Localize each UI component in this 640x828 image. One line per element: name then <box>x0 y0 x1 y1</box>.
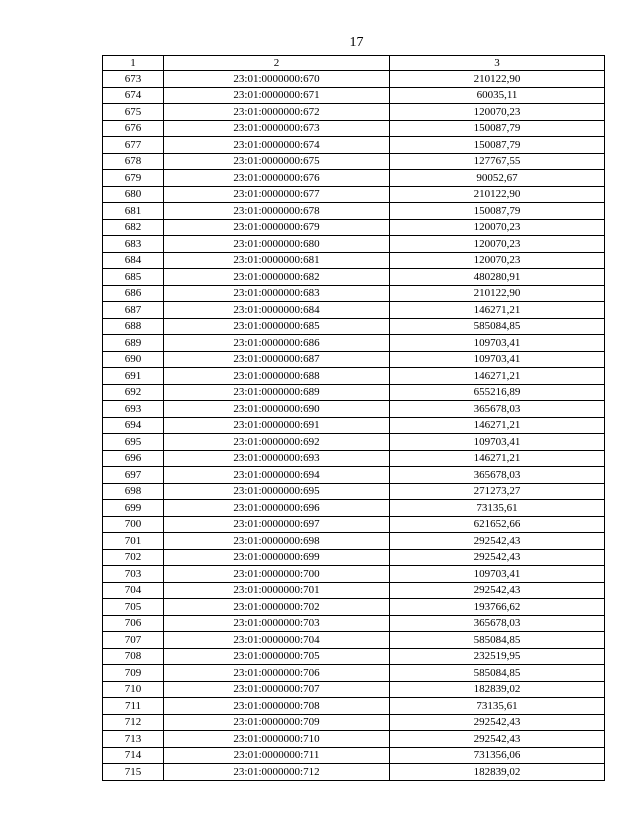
value-cell: 182839,02 <box>390 764 605 781</box>
table-row <box>103 186 605 203</box>
table-row <box>103 566 605 583</box>
parcel-table <box>102 55 605 781</box>
value-cell: 210122,90 <box>390 186 605 203</box>
table-row <box>103 632 605 649</box>
cadastral-number-cell: 23:01:0000000:681 <box>164 252 390 269</box>
row-number-cell: 712 <box>103 714 164 731</box>
value-cell: 292542,43 <box>390 549 605 566</box>
row-number-cell: 700 <box>103 516 164 533</box>
column-header-value: 3 <box>390 56 605 71</box>
table-row <box>103 203 605 220</box>
header-row <box>103 56 605 71</box>
row-number-cell: 681 <box>103 203 164 220</box>
table-row <box>103 219 605 236</box>
value-cell: 73135,61 <box>390 698 605 715</box>
cadastral-number-cell: 23:01:0000000:694 <box>164 467 390 484</box>
table-row <box>103 549 605 566</box>
value-cell: 585084,85 <box>390 318 605 335</box>
cadastral-number-cell: 23:01:0000000:678 <box>164 203 390 220</box>
table-row <box>103 153 605 170</box>
table-row <box>103 582 605 599</box>
cadastral-number-cell: 23:01:0000000:697 <box>164 516 390 533</box>
row-number-cell: 689 <box>103 335 164 352</box>
cadastral-number-cell: 23:01:0000000:692 <box>164 434 390 451</box>
row-number-cell: 705 <box>103 599 164 616</box>
table-row <box>103 467 605 484</box>
table-row <box>103 384 605 401</box>
table-row <box>103 434 605 451</box>
row-number-cell: 699 <box>103 500 164 517</box>
value-cell: 109703,41 <box>390 566 605 583</box>
value-cell: 480280,91 <box>390 269 605 286</box>
value-cell: 365678,03 <box>390 467 605 484</box>
row-number-cell: 685 <box>103 269 164 286</box>
cadastral-number-cell: 23:01:0000000:682 <box>164 269 390 286</box>
value-cell: 292542,43 <box>390 714 605 731</box>
value-cell: 146271,21 <box>390 368 605 385</box>
row-number-cell: 703 <box>103 566 164 583</box>
cadastral-number-cell: 23:01:0000000:674 <box>164 137 390 154</box>
row-number-cell: 680 <box>103 186 164 203</box>
cadastral-number-cell: 23:01:0000000:670 <box>164 71 390 88</box>
row-number-cell: 677 <box>103 137 164 154</box>
row-number-cell: 702 <box>103 549 164 566</box>
row-number-cell: 709 <box>103 665 164 682</box>
cadastral-number-cell: 23:01:0000000:707 <box>164 681 390 698</box>
row-number-cell: 679 <box>103 170 164 187</box>
row-number-cell: 706 <box>103 615 164 632</box>
value-cell: 120070,23 <box>390 104 605 121</box>
value-cell: 655216,89 <box>390 384 605 401</box>
value-cell: 193766,62 <box>390 599 605 616</box>
row-number-cell: 697 <box>103 467 164 484</box>
table-row <box>103 318 605 335</box>
cadastral-number-cell: 23:01:0000000:688 <box>164 368 390 385</box>
row-number-cell: 696 <box>103 450 164 467</box>
cadastral-number-cell: 23:01:0000000:677 <box>164 186 390 203</box>
row-number-cell: 686 <box>103 285 164 302</box>
row-number-cell: 693 <box>103 401 164 418</box>
table-row <box>103 764 605 781</box>
row-number-cell: 711 <box>103 698 164 715</box>
cadastral-number-cell: 23:01:0000000:700 <box>164 566 390 583</box>
value-cell: 621652,66 <box>390 516 605 533</box>
table-row <box>103 648 605 665</box>
cadastral-number-cell: 23:01:0000000:683 <box>164 285 390 302</box>
value-cell: 292542,43 <box>390 731 605 748</box>
row-number-cell: 690 <box>103 351 164 368</box>
column-header-cadastral-number: 2 <box>164 56 390 71</box>
table-row <box>103 450 605 467</box>
table-row <box>103 71 605 88</box>
value-cell: 109703,41 <box>390 335 605 352</box>
cadastral-number-cell: 23:01:0000000:689 <box>164 384 390 401</box>
value-cell: 109703,41 <box>390 351 605 368</box>
table-row <box>103 747 605 764</box>
cadastral-number-cell: 23:01:0000000:671 <box>164 87 390 104</box>
table-row <box>103 137 605 154</box>
column-header-number: 1 <box>103 56 164 71</box>
cadastral-number-cell: 23:01:0000000:684 <box>164 302 390 319</box>
table-row <box>103 335 605 352</box>
value-cell: 365678,03 <box>390 401 605 418</box>
page-number: 17 <box>349 35 364 50</box>
cadastral-number-cell: 23:01:0000000:704 <box>164 632 390 649</box>
cadastral-number-cell: 23:01:0000000:676 <box>164 170 390 187</box>
table-row <box>103 500 605 517</box>
row-number-cell: 698 <box>103 483 164 500</box>
value-cell: 731356,06 <box>390 747 605 764</box>
value-cell: 120070,23 <box>390 236 605 253</box>
row-number-cell: 691 <box>103 368 164 385</box>
table-row <box>103 236 605 253</box>
cadastral-number-cell: 23:01:0000000:690 <box>164 401 390 418</box>
row-number-cell: 684 <box>103 252 164 269</box>
table-row <box>103 599 605 616</box>
table-row <box>103 483 605 500</box>
row-number-cell: 675 <box>103 104 164 121</box>
value-cell: 60035,11 <box>390 87 605 104</box>
row-number-cell: 695 <box>103 434 164 451</box>
row-number-cell: 710 <box>103 681 164 698</box>
table-row <box>103 615 605 632</box>
cadastral-number-cell: 23:01:0000000:698 <box>164 533 390 550</box>
value-cell: 182839,02 <box>390 681 605 698</box>
table-row <box>103 401 605 418</box>
cadastral-number-cell: 23:01:0000000:712 <box>164 764 390 781</box>
cadastral-number-cell: 23:01:0000000:706 <box>164 665 390 682</box>
cadastral-number-cell: 23:01:0000000:685 <box>164 318 390 335</box>
cadastral-number-cell: 23:01:0000000:687 <box>164 351 390 368</box>
cadastral-number-cell: 23:01:0000000:701 <box>164 582 390 599</box>
cadastral-number-cell: 23:01:0000000:710 <box>164 731 390 748</box>
row-number-cell: 701 <box>103 533 164 550</box>
row-number-cell: 713 <box>103 731 164 748</box>
row-number-cell: 708 <box>103 648 164 665</box>
value-cell: 90052,67 <box>390 170 605 187</box>
cadastral-number-cell: 23:01:0000000:686 <box>164 335 390 352</box>
table-row <box>103 302 605 319</box>
cadastral-number-cell: 23:01:0000000:711 <box>164 747 390 764</box>
row-number-cell: 678 <box>103 153 164 170</box>
value-cell: 271273,27 <box>390 483 605 500</box>
table-row <box>103 120 605 137</box>
cadastral-number-cell: 23:01:0000000:696 <box>164 500 390 517</box>
table-row <box>103 368 605 385</box>
table-row <box>103 269 605 286</box>
table-row <box>103 533 605 550</box>
cadastral-number-cell: 23:01:0000000:693 <box>164 450 390 467</box>
value-cell: 210122,90 <box>390 71 605 88</box>
cadastral-number-cell: 23:01:0000000:705 <box>164 648 390 665</box>
cadastral-number-cell: 23:01:0000000:709 <box>164 714 390 731</box>
cadastral-number-cell: 23:01:0000000:699 <box>164 549 390 566</box>
cadastral-number-cell: 23:01:0000000:672 <box>164 104 390 121</box>
row-number-cell: 673 <box>103 71 164 88</box>
cadastral-number-cell: 23:01:0000000:703 <box>164 615 390 632</box>
cadastral-number-cell: 23:01:0000000:695 <box>164 483 390 500</box>
row-number-cell: 692 <box>103 384 164 401</box>
table-row <box>103 252 605 269</box>
value-cell: 585084,85 <box>390 632 605 649</box>
value-cell: 210122,90 <box>390 285 605 302</box>
row-number-cell: 714 <box>103 747 164 764</box>
table-row <box>103 351 605 368</box>
row-number-cell: 687 <box>103 302 164 319</box>
row-number-cell: 707 <box>103 632 164 649</box>
value-cell: 150087,79 <box>390 120 605 137</box>
row-number-cell: 694 <box>103 417 164 434</box>
table-row <box>103 285 605 302</box>
row-number-cell: 674 <box>103 87 164 104</box>
cadastral-number-cell: 23:01:0000000:708 <box>164 698 390 715</box>
row-number-cell: 715 <box>103 764 164 781</box>
value-cell: 120070,23 <box>390 252 605 269</box>
table-row <box>103 87 605 104</box>
table-row <box>103 731 605 748</box>
cadastral-number-cell: 23:01:0000000:675 <box>164 153 390 170</box>
cadastral-number-cell: 23:01:0000000:679 <box>164 219 390 236</box>
table-row <box>103 698 605 715</box>
cadastral-number-cell: 23:01:0000000:673 <box>164 120 390 137</box>
value-cell: 585084,85 <box>390 665 605 682</box>
row-number-cell: 688 <box>103 318 164 335</box>
table-row <box>103 665 605 682</box>
table-row <box>103 681 605 698</box>
table-row <box>103 714 605 731</box>
value-cell: 150087,79 <box>390 203 605 220</box>
value-cell: 232519,95 <box>390 648 605 665</box>
row-number-cell: 682 <box>103 219 164 236</box>
value-cell: 120070,23 <box>390 219 605 236</box>
table-row <box>103 170 605 187</box>
row-number-cell: 683 <box>103 236 164 253</box>
value-cell: 146271,21 <box>390 417 605 434</box>
row-number-cell: 676 <box>103 120 164 137</box>
table-header <box>103 56 605 71</box>
value-cell: 292542,43 <box>390 582 605 599</box>
value-cell: 146271,21 <box>390 450 605 467</box>
value-cell: 127767,55 <box>390 153 605 170</box>
value-cell: 109703,41 <box>390 434 605 451</box>
value-cell: 150087,79 <box>390 137 605 154</box>
table-body <box>103 71 605 781</box>
value-cell: 292542,43 <box>390 533 605 550</box>
cadastral-number-cell: 23:01:0000000:702 <box>164 599 390 616</box>
value-cell: 146271,21 <box>390 302 605 319</box>
cadastral-number-cell: 23:01:0000000:680 <box>164 236 390 253</box>
cadastral-number-cell: 23:01:0000000:691 <box>164 417 390 434</box>
value-cell: 73135,61 <box>390 500 605 517</box>
table-row <box>103 104 605 121</box>
table-row <box>103 516 605 533</box>
value-cell: 365678,03 <box>390 615 605 632</box>
table-row <box>103 417 605 434</box>
row-number-cell: 704 <box>103 582 164 599</box>
